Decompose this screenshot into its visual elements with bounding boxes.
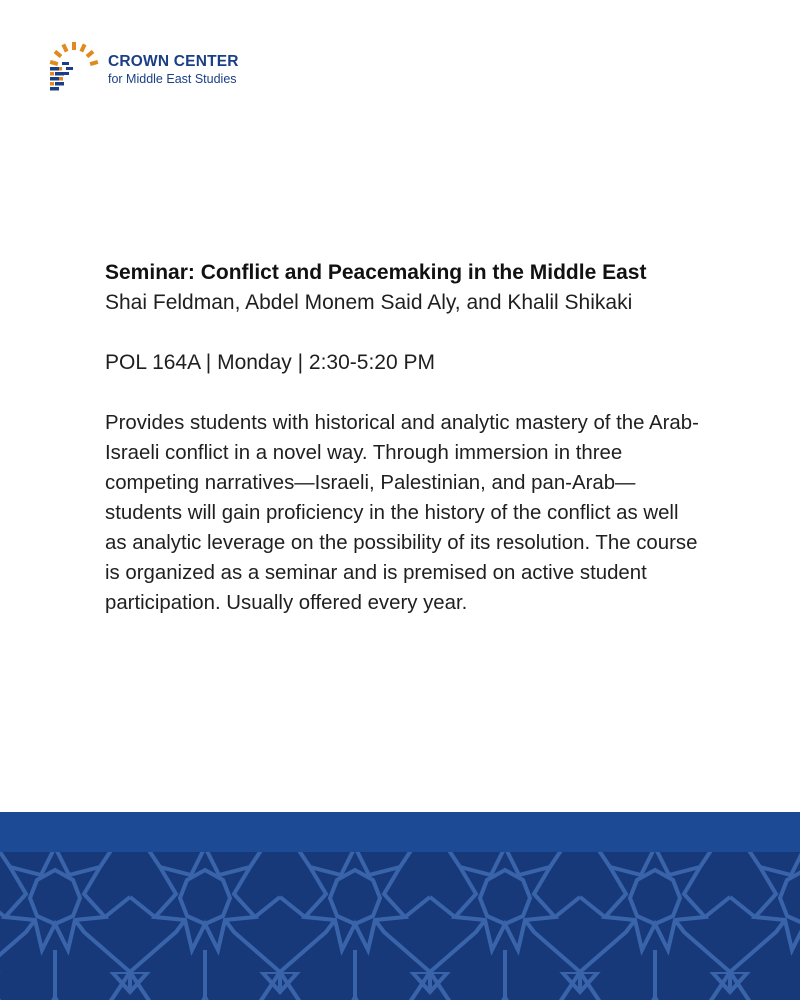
course-title: Seminar: Conflict and Peacemaking in the Middle East [105,261,647,284]
stacked-blocks [50,62,73,91]
crown-center-logo [48,40,248,96]
footer-geometric-pattern [0,852,800,1000]
logo-wordmark [108,53,239,87]
course-schedule: POL 164A | Monday | 2:30-5:20 PM [105,351,435,374]
course-listing [105,258,705,618]
logo-title: CROWN CENTER [108,53,239,70]
logo-subtitle: for Middle East Studies [108,72,237,86]
course-instructors: Shai Feldman, Abdel Monem Said Aly, and Khalil Shikaki [105,291,633,314]
footer-band [0,812,800,852]
arch-rays [50,42,99,66]
geometric-star-pattern [0,852,800,1000]
course-description: Provides students with historical and analytic mastery of the Arab-Israeli conflict in a novel way. Through immersion in three competing narratives—Israeli, Palestinian, and pan-Arab—students will gain proficiency in the history of the conflict as well as analytic leverage on the possibility of its resolution. The course is organized as a seminar and is premised on active student participation. Usually offered every year. [105,412,699,614]
crown-arch-icon [48,40,100,92]
